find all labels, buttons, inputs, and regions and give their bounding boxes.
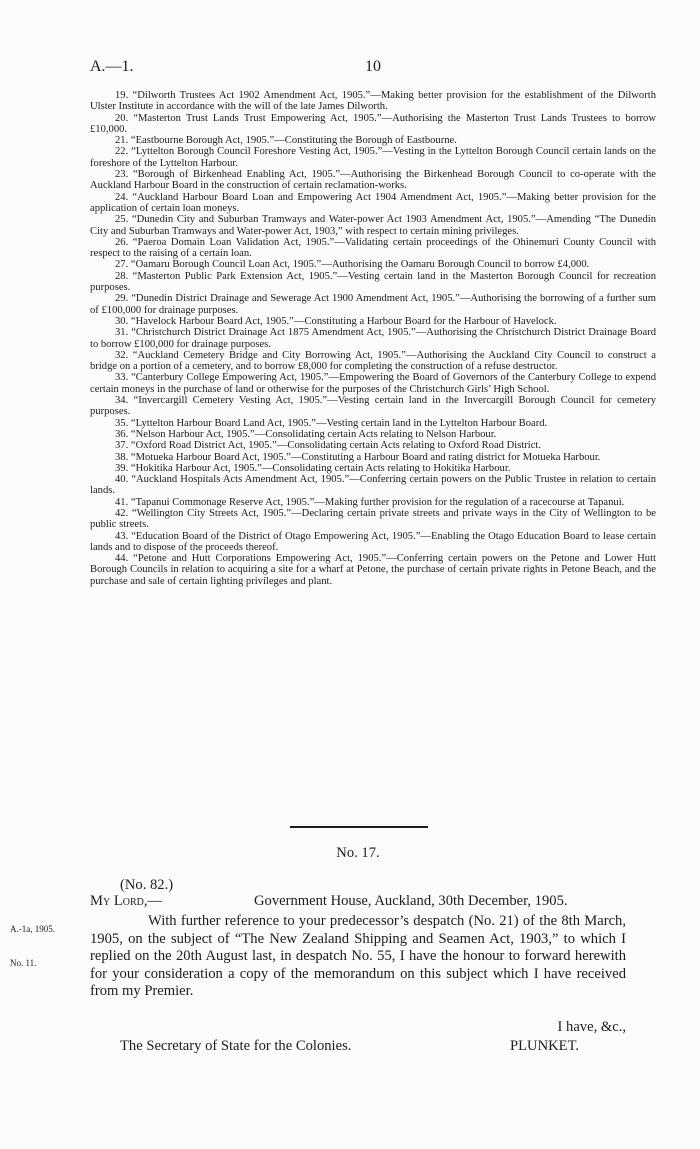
section-divider <box>290 826 428 828</box>
acts-list <box>90 90 656 587</box>
despatch-title: No. 17. <box>336 845 380 861</box>
act-entry: 33. “Canterbury College Empowering Act, 1905.”—Empowering the Board of Governors of the Canterbury College to expend certain moneys in the purchase of land or otherwise for the purposes of the Christchurch Girls’ High School. <box>90 372 656 395</box>
despatch-number: (No. 82.) <box>120 877 174 893</box>
act-entry: 41. “Tapanui Commonage Reserve Act, 1905.”—Making further provision for the regulation of a racecourse at Tapanui. <box>115 496 625 508</box>
act-entry: 43. “Education Board of the District of Otago Empowering Act, 1905.”—Enabling the Otago Education Board to lease certain lands and to dispose of the proceeds thereof. <box>90 530 656 553</box>
place-and-date: Government House, Auckland, 30th December, 1905. <box>254 893 568 909</box>
act-entry: 44. “Petone and Hutt Corporations Empowering Act, 1905.”—Conferring certain powers on the Petone and Lower Hutt Borough Councils in relation to acquiring a site for a wharf at Petone, the purchase of certain private rights in Petone Beach, and the purchase and sale of certain lighting privileges and plant. <box>90 553 656 587</box>
act-entry: 22. “Lyttelton Borough Council Foreshore Vesting Act, 1905.”—Vesting in the Lyttelton Borough Council certain lands on the foreshore of the Lyttelton Harbour. <box>90 146 656 169</box>
act-entry: 37. “Oxford Road District Act, 1905.”—Consolidating certain Acts relating to Oxford Road District. <box>115 440 542 452</box>
act-entry: 31. “Christchurch District Drainage Act 1875 Amendment Act, 1905.”—Authorising the Christchurch District Drainage Board to borrow £100,000 for drainage purposes. <box>90 327 656 350</box>
paper-reference: A.—1. <box>90 58 134 75</box>
act-entry: 26. “Paeroa Domain Loan Validation Act, 1905.”—Validating certain proceedings of the Ohinemuri County Council with respect to the raising of a certain loan. <box>90 236 656 260</box>
page-header <box>90 58 656 80</box>
act-entry: 38. “Motueka Harbour Board Act, 1905.”—Constituting a Harbour Board and rating district for Motueka Harbour. <box>115 451 601 463</box>
signature: PLUNKET. <box>510 1038 580 1054</box>
act-entry: 20. “Masterton Trust Lands Trust Empowering Act, 1905.”—Authorising the Masterton Trust Lands Trustees to borrow £10,000. <box>90 112 656 135</box>
margin-note: A.-1a, 1905. <box>10 924 55 934</box>
act-entry: 25. “Dunedin City and Suburban Tramways and Water-power Act 1903 Amendment Act, 1905.”—Amending “The Dunedin City and Suburban Tramways and Water-power Act, 1903,” with respect to certain mining privileges. <box>90 214 656 237</box>
act-entry: 24. “Auckland Harbour Board Loan and Empowering Act 1904 Amendment Act, 1905.”—Making better provision for the application of certain loan moneys. <box>90 191 656 214</box>
act-entry: 39. “Hokitika Harbour Act, 1905.”—Consolidating certain Acts relating to Hokitika Harbour. <box>115 462 511 474</box>
salutation: My Lord,— <box>90 893 163 909</box>
act-entry: 40. “Auckland Hospitals Acts Amendment Act, 1905.”—Conferring certain powers on the Public Trustee in relation to certain lands. <box>90 474 656 497</box>
act-entry: 42. “Wellington City Streets Act, 1905.”—Declaring certain private streets and private ways in the City of Wellington to be public streets. <box>90 507 656 531</box>
act-entry: 27. “Oamaru Borough Council Loan Act, 1905.”—Authorising the Oamaru Borough Council to borrow £4,000. <box>115 259 590 271</box>
act-entry: 36. “Nelson Harbour Act, 1905.”—Consolidating certain Acts relating to Nelson Harbour. <box>115 428 497 440</box>
act-entry: 28. “Masterton Public Park Extension Act, 1905.”—Vesting certain land in the Masterton Borough Council for recreation purposes. <box>90 270 656 294</box>
margin-note: No. 11. <box>10 958 37 968</box>
act-entry: 30. “Havelock Harbour Board Act, 1905.”—Constituting a Harbour Board for the Harbour of Havelock. <box>115 315 557 327</box>
addressee: The Secretary of State for the Colonies. <box>120 1038 352 1054</box>
act-entry: 32. “Auckland Cemetery Bridge and City Borrowing Act, 1905.”—Authorising the Auckland City Council to construct a bridge on a portion of a cemetery, and to borrow £8,000 for completing the construction of a refuse destructor. <box>90 349 656 373</box>
act-entry: 21. “Eastbourne Borough Act, 1905.”—Constituting the Borough of Eastbourne. <box>115 135 457 147</box>
act-entry: 34. “Invercargill Cemetery Vesting Act, 1905.”—Vesting certain land in the Invercargill Borough Council for cemetery purposes. <box>90 395 656 418</box>
act-entry: 19. “Dilworth Trustees Act 1902 Amendment Act, 1905.”—Making better provision for the establishment of the Dilworth Ulster Institute in accordance with the will of the late James Dilworth. <box>90 90 656 113</box>
act-entry: 23. “Borough of Birkenhead Enabling Act, 1905.”—Authorising the Birkenhead Borough Council to co-operate with the Auckland Harbour Board in the construction of certain reclamation-works. <box>90 169 656 192</box>
page-number: 10 <box>365 58 381 75</box>
act-entry: 35. “Lyttelton Harbour Board Land Act, 1905.”—Vesting certain land in the Lyttelton Harbour Board. <box>115 417 548 429</box>
act-entry: 29. “Dunedin District Drainage and Sewerage Act 1900 Amendment Act, 1905.”—Authorising the borrowing of a further sum of £100,000 for drainage purposes. <box>90 293 656 316</box>
despatch-body: With further reference to your predecessor’s despatch (No. 21) of the 8th March, 1905, on the subject of “The New Zealand Shipping and Seamen Act, 1903,” to which I replied on the 20th August last, in despatch No. 55, I have the honour to forward herewith for your consideration a copy of the memorandum on this subject which I have received from my Premier. <box>90 913 626 999</box>
closing: I have, &c., <box>557 1019 626 1035</box>
